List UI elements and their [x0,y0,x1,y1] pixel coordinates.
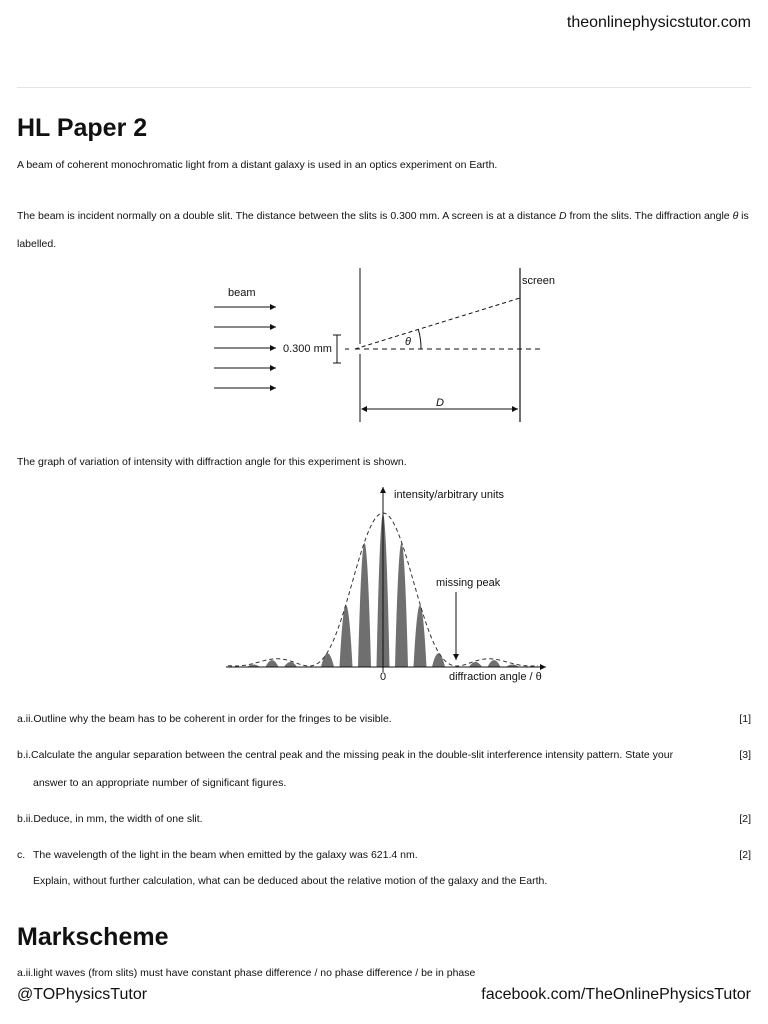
distance-label: D [436,397,444,409]
intro-text-b: from the slits. The diffraction angle [566,210,733,222]
intensity-graph [0,480,768,690]
question-text: Outline why the beam has to be coherent in order for the fringes to be visible. [33,713,392,725]
intensity-peak [358,543,371,667]
diffracted-ray-line [355,298,520,349]
origin-label: 0 [380,671,387,683]
question-text-continued: answer to an appropriate number of significant figures. [33,777,287,789]
theta-arc [419,330,422,349]
graph-caption: The graph of variation of intensity with diffraction angle for this experiment is shown. [17,456,407,468]
intensity-peak [340,605,353,667]
intensity-peak [321,653,334,667]
markscheme-line: a.ii.light waves (from slits) must have constant phase difference / no phase difference / be in phase [17,967,476,979]
intro-text-c: is labelled. [17,210,749,250]
double-slit-setup-diagram [0,260,768,435]
facebook-link[interactable]: facebook.com/TheOnlinePhysicsTutor [481,986,751,1003]
page-title: HL Paper 2 [17,114,148,142]
intensity-peak [488,660,501,667]
theta-symbol: θ [732,210,739,222]
header-divider [17,87,751,88]
question-text: Calculate the angular separation between the central peak and the missing peak in the double-slit interference intensity pattern. State your [31,749,674,761]
question-text: The wavelength of the light in the beam when emitted by the galaxy was 621.4 nm. [33,849,418,861]
site-url[interactable]: theonlinephysicstutor.com [566,14,751,31]
intensity-peak [395,543,408,667]
missing-peak-label: missing peak [436,577,501,589]
question-id: a.ii. [17,713,34,725]
question-a-ii [17,705,751,733]
question-b-ii [17,805,751,833]
question-id: b.i. [17,749,32,761]
beam-label: beam [228,287,256,299]
question-id: c. [17,849,26,861]
question-marks: [2] [739,849,751,861]
slit-separation-label: 0.300 mm [283,343,332,355]
y-axis-label: intensity/arbitrary units [394,489,505,501]
question-text-continued: Explain, without further calculation, what can be deduced about the relative motion of the galaxy and the Earth. [33,875,548,887]
x-axis-label: diffraction angle / θ [449,671,542,683]
theta-label: θ [405,336,411,348]
intro-paragraph-2 [17,202,751,258]
slit-separation-bracket [333,335,349,363]
question-id: b.ii. [17,813,34,825]
twitter-handle-link[interactable]: @TOPhysicsTutor [17,986,148,1003]
question-c [17,841,751,893]
intro-text-a: The beam is incident normally on a double slit. The distance between the slits is 0.300 mm. A screen is at a distance [17,210,560,222]
intro-paragraph-1: A beam of coherent monochromatic light from a distant galaxy is used in an optics experiment on Earth. [17,159,498,171]
intensity-peak [432,653,445,667]
beam-arrows [214,307,276,388]
intensity-peak [414,605,427,667]
question-marks: [2] [739,813,751,825]
question-marks: [3] [739,749,751,761]
screen-label: screen [522,275,556,287]
distance-symbol: D [559,210,567,222]
intensity-peak [284,662,297,667]
intensity-peak [266,660,279,667]
question-marks: [1] [739,713,751,725]
question-b-i [17,741,751,797]
markscheme-title: Markscheme [17,923,169,951]
question-text: Deduce, in mm, the width of one slit. [33,813,203,825]
